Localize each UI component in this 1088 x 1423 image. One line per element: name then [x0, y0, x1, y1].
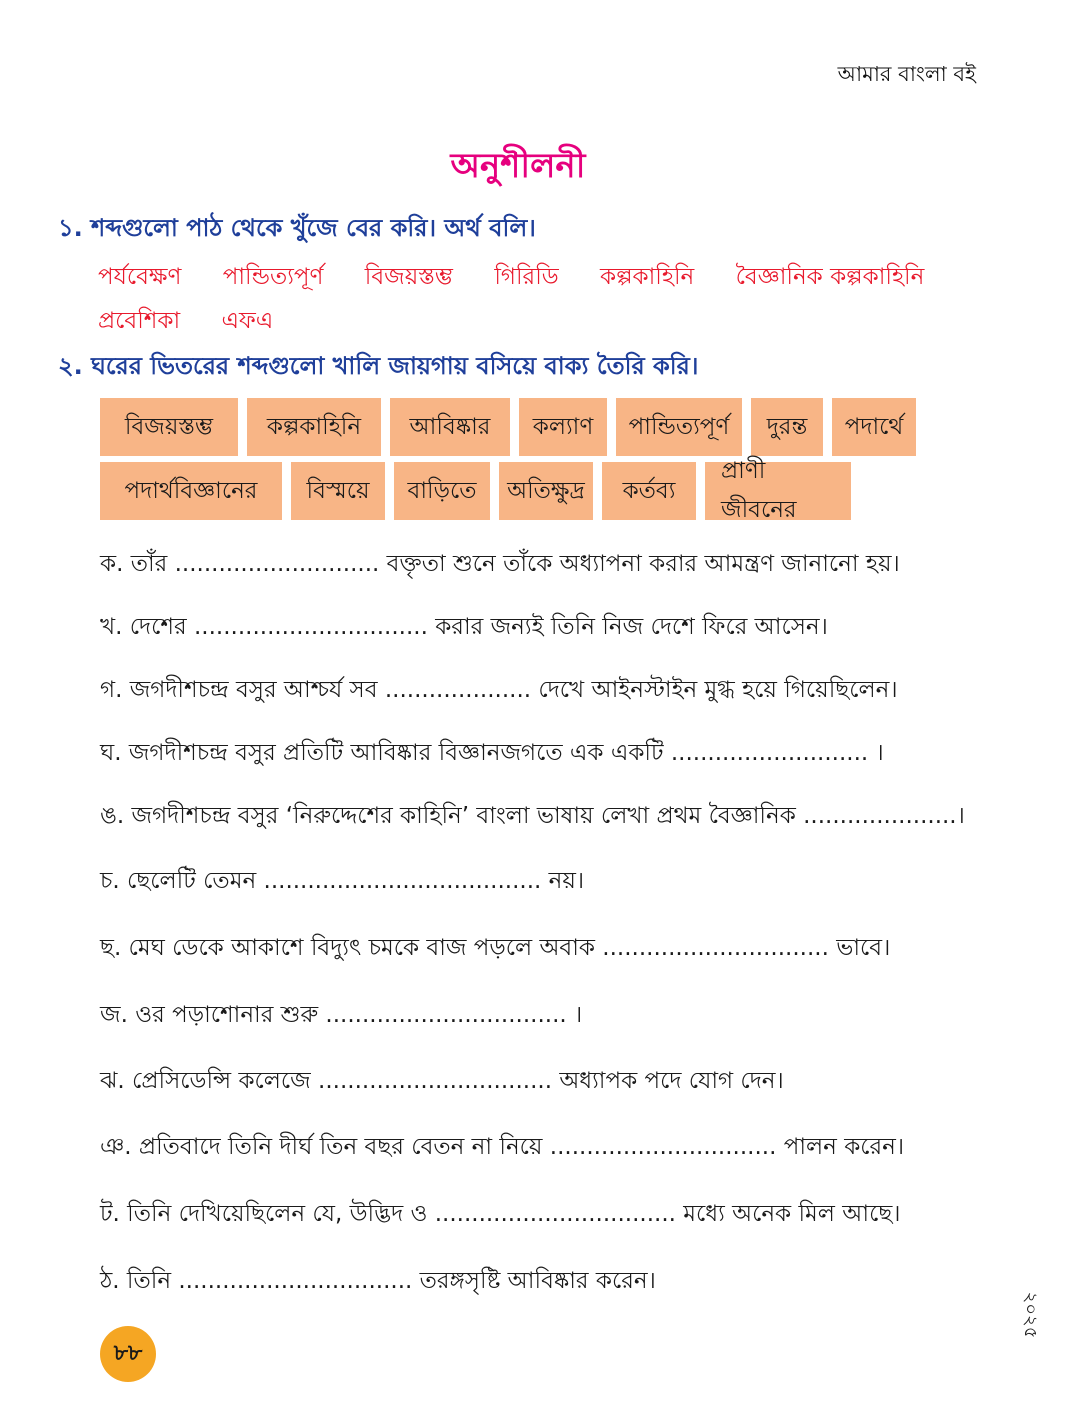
word-box-row-2 — [100, 458, 851, 523]
fill-blank-sentence: জ. ওর পড়াশোনার শুরু ................................. । — [100, 1002, 583, 1028]
word-item: প্রবেশিকা — [98, 308, 181, 334]
fill-blank-sentence: ক. তাঁর ............................ বক্তৃতা শুনে তাঁকে অধ্যাপনা করার আমন্ত্রণ জানানো হয়। — [100, 551, 900, 577]
word-box: পদার্থে — [832, 398, 916, 456]
word-item: গিরিডি — [494, 264, 559, 290]
word-item: বৈজ্ঞানিক কল্পকাহিনি — [735, 264, 925, 290]
word-box: কল্পকাহিনি — [247, 398, 381, 456]
fill-blank-sentence: ঞ. প্রতিবাদে তিনি দীর্ঘ তিন বছর বেতন না নিয়ে ............................... পালন করেন। — [100, 1134, 905, 1160]
question-1-heading: ১. শব্দগুলো পাঠ থেকে খুঁজে বের করি। অর্থ বলি। — [58, 214, 536, 242]
word-box-row-1 — [100, 398, 916, 456]
word-box: পান্ডিত্যপূর্ণ — [616, 398, 742, 456]
fill-blank-sentence: ছ. মেঘ ডেকে আকাশে বিদ্যুৎ চমকে বাজ পড়লে অবাক ............................... ভাবে। — [100, 935, 891, 961]
word-box: বিস্ময়ে — [291, 462, 385, 520]
fill-blank-sentence: ট. তিনি দেখিয়েছিলেন যে, উদ্ভিদ ও ................................. মধ্যে অনেক মিল আছে। — [100, 1201, 901, 1227]
word-list-row-1 — [98, 258, 978, 297]
word-box: কল্যাণ — [519, 398, 607, 456]
word-list-row-2 — [98, 302, 978, 341]
word-item: কল্পকাহিনি — [600, 264, 695, 290]
chapter-title: অনুশীলনী — [450, 146, 586, 186]
word-box: দুরন্ত — [751, 398, 823, 456]
fill-blank-sentence: ঙ. জগদীশচন্দ্র বসুর ‘নিরুদ্দেশের কাহিনি’ বাংলা ভাষায় লেখা প্রথম বৈজ্ঞানিক .....................। — [100, 803, 965, 829]
page-number-badge: ৮৮ — [100, 1326, 156, 1382]
book-title: আমার বাংলা বই — [837, 62, 976, 86]
year-label: ২০২৫ — [1020, 1291, 1041, 1339]
word-box: বিজয়স্তম্ভ — [100, 398, 238, 456]
word-item: পান্ডিত্যপূর্ণ — [222, 264, 324, 290]
question-2-heading: ২. ঘরের ভিতরের শব্দগুলো খালি জায়গায় বসিয়ে বাক্য তৈরি করি। — [58, 352, 699, 380]
word-box: বাড়িতে — [394, 462, 490, 520]
fill-blank-sentence: ঠ. তিনি ................................ তরঙ্গসৃষ্টি আবিষ্কার করেন। — [100, 1268, 656, 1294]
fill-blank-sentence: চ. ছেলেটি তেমন ...................................... নয়। — [100, 868, 585, 894]
fill-blank-sentence: ঘ. জগদীশচন্দ্র বসুর প্রতিটি আবিষ্কার বিজ্ঞানজগতে এক একটি ........................... । — [100, 740, 884, 766]
fill-blank-sentence: খ. দেশের ................................ করার জন্যই তিনি নিজ দেশে ফিরে আসেন। — [100, 614, 828, 640]
word-item: এফএ — [221, 308, 274, 334]
word-box: অতিক্ষুদ্র — [499, 462, 593, 520]
fill-blank-sentence: গ. জগদীশচন্দ্র বসুর আশ্চর্য সব .................... দেখে আইনস্টাইন মুগ্ধ হয়ে গিয়েছিলেন। — [100, 677, 898, 703]
word-item: বিজয়স্তম্ভ — [364, 264, 453, 290]
word-box: আবিষ্কার — [390, 398, 510, 456]
word-box: পদার্থবিজ্ঞানের — [100, 462, 282, 520]
word-box: কর্তব্য — [602, 462, 696, 520]
word-item: পর্যবেক্ষণ — [98, 264, 182, 290]
fill-blank-sentence: ঝ. প্রেসিডেন্সি কলেজে ................................ অধ্যাপক পদে যোগ দেন। — [100, 1068, 784, 1094]
word-box: প্রাণী জীবনের — [705, 462, 851, 520]
